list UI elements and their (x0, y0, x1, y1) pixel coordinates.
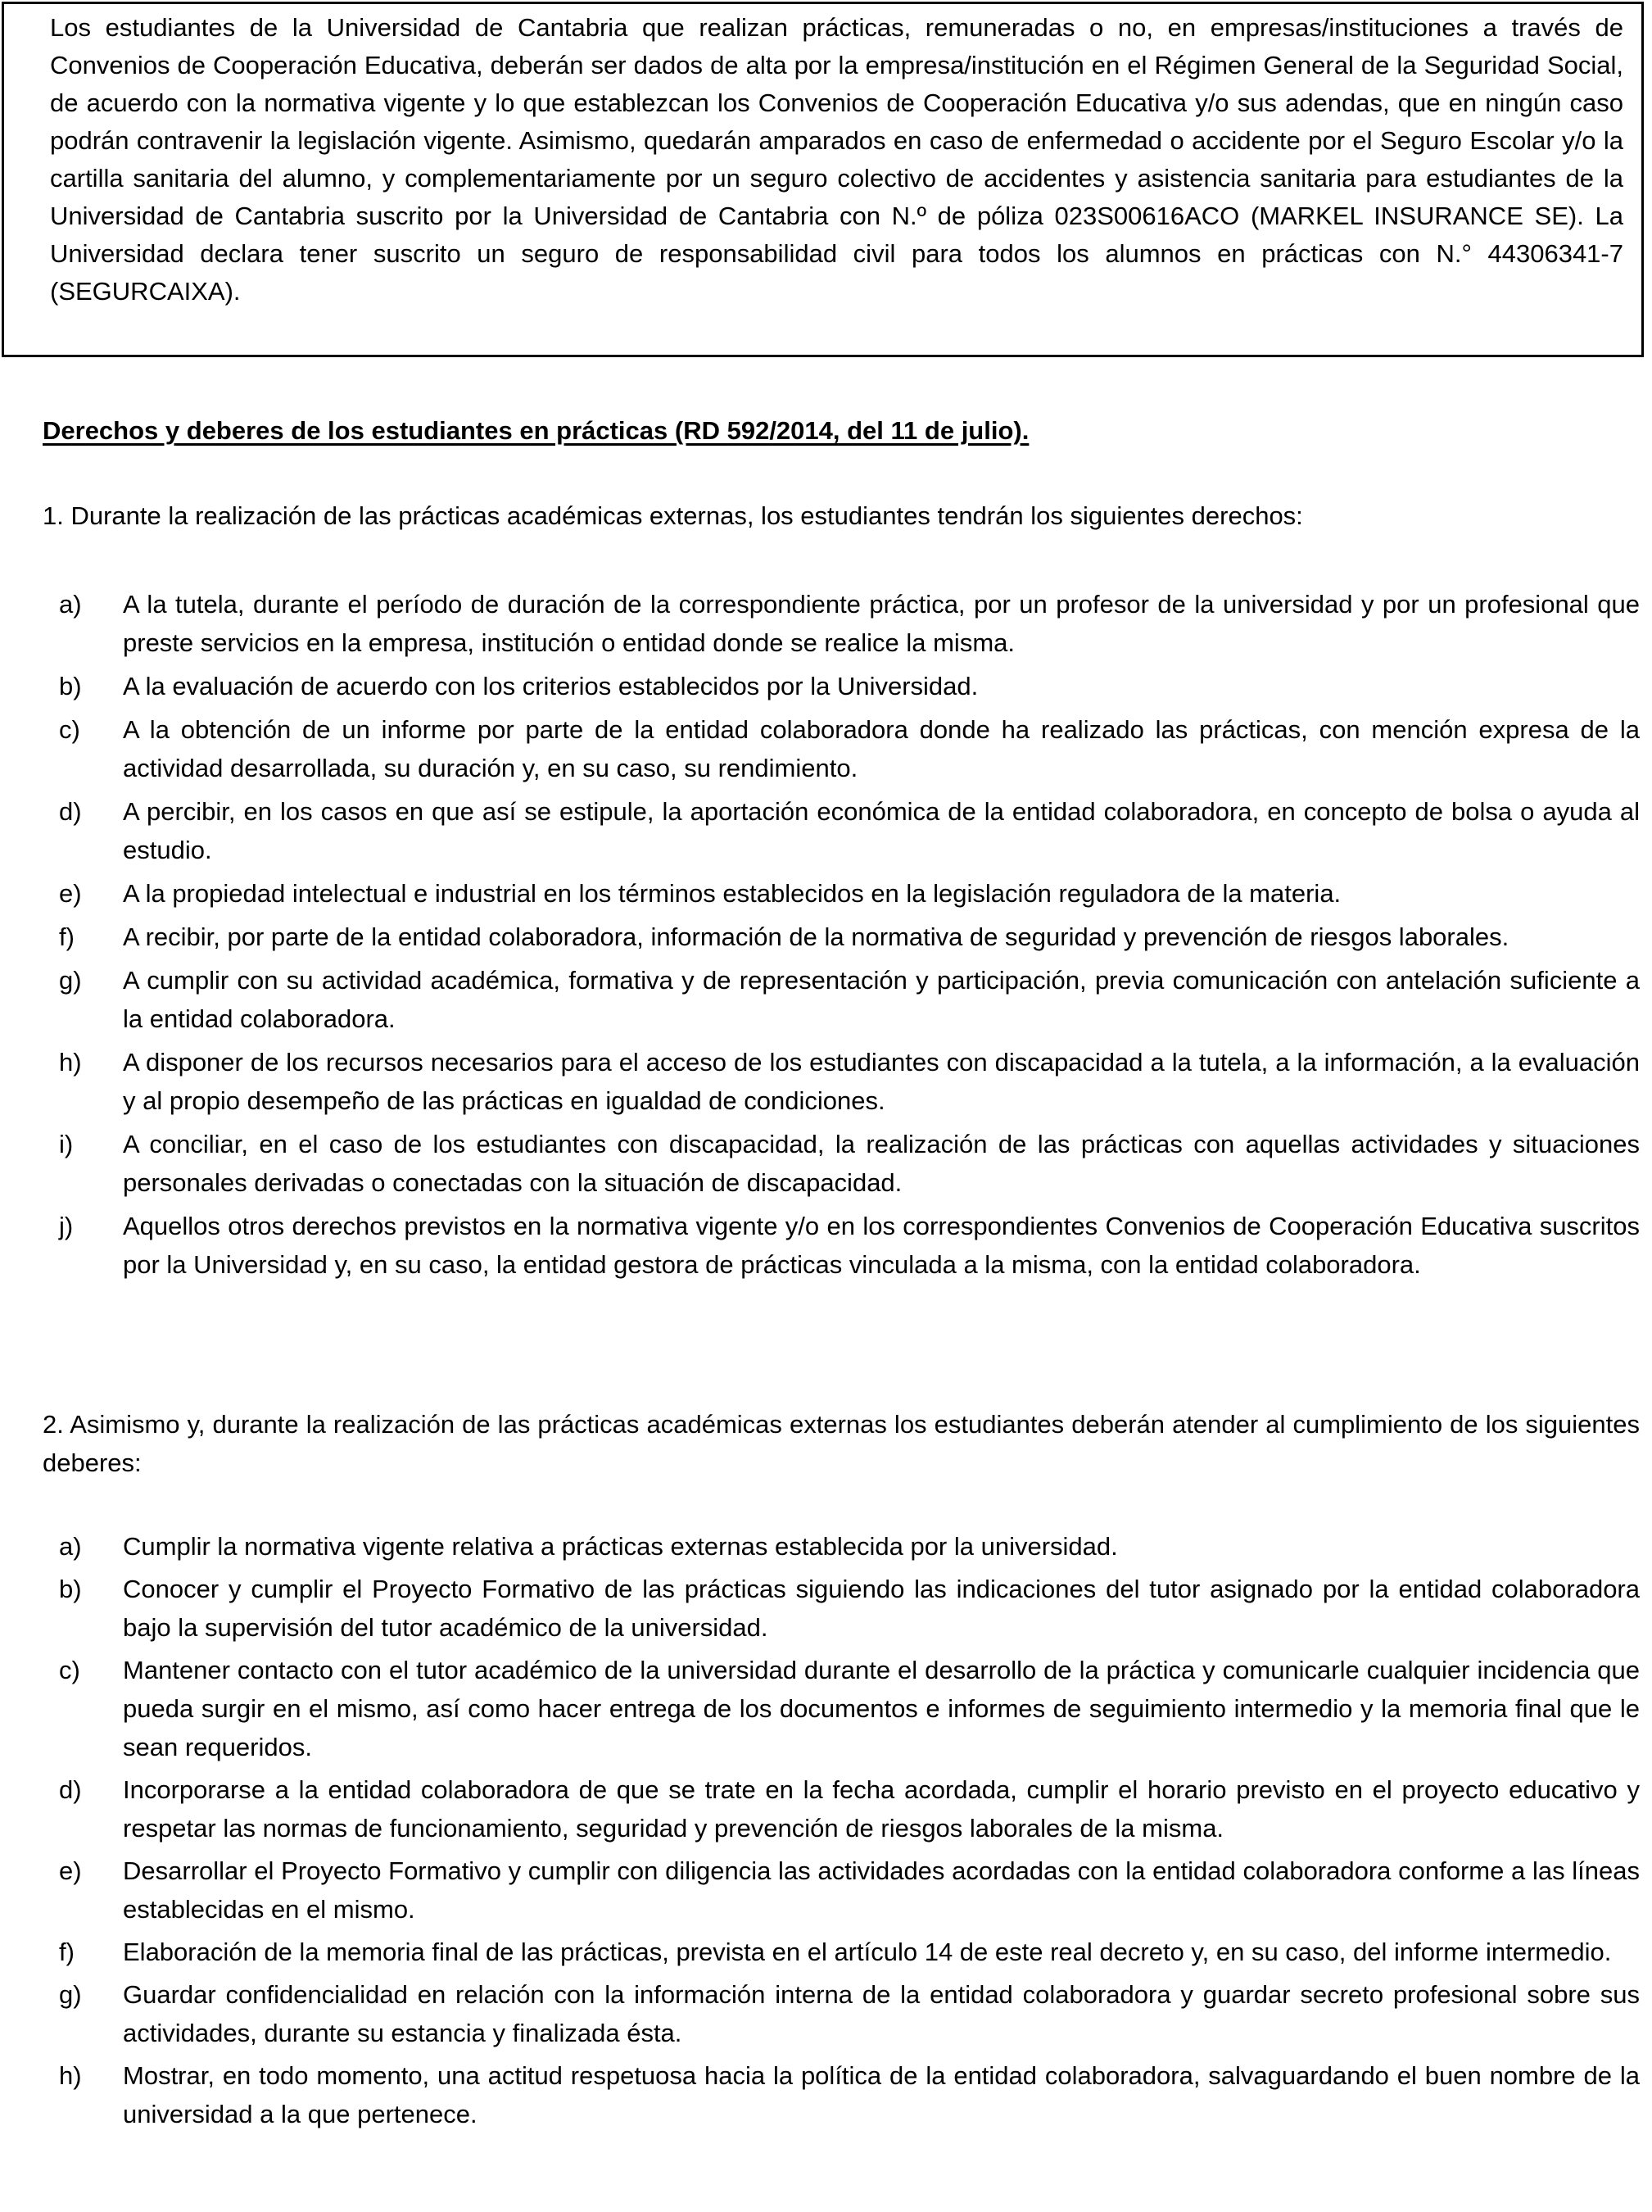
rights-item-j (43, 1207, 1640, 1284)
list-marker: d) (59, 797, 82, 826)
list-item-text: A conciliar, en el caso de los estudiantes con discapacidad, la realización de las prácticas con aquellas actividades y situaciones personales derivadas o conectadas con la situación de discapacidad. (123, 1130, 1640, 1197)
duties-item-h (43, 2056, 1640, 2133)
list-item-text: A percibir, en los casos en que así se estipule, la aportación económica de la entidad colaboradora, en concepto de bolsa o ayuda al estudio. (123, 797, 1640, 864)
list-item-text: A cumplir con su actividad académica, formativa y de representación y participación, previa comunicación con antelación suficiente a la entidad colaboradora. (123, 966, 1640, 1033)
list-item-text: A disponer de los recursos necesarios para el acceso de los estudiantes con discapacidad a la tutela, a la información, a la evaluación y al propio desempeño de las prácticas en igualdad de condiciones. (123, 1048, 1640, 1115)
list-marker: a) (59, 590, 82, 619)
list-marker: i) (59, 1130, 74, 1158)
list-marker: d) (59, 1775, 82, 1804)
list-item-text: Mantener contacto con el tutor académico de la universidad durante el desarrollo de la práctica y comunicarle cualquier incidencia que pueda surgir en el mismo, así como hacer entrega de los documentos e informes de seguimiento intermedio y la memoria final que le sean requeridos. (123, 1656, 1640, 1761)
duties-item-f (43, 1933, 1640, 1971)
rights-item-a (43, 585, 1640, 662)
insurance-notice-text: Los estudiantes de la Universidad de Cantabria que realizan prácticas, remuneradas o no, en empresas/instituciones a través de Convenios de Cooperación Educativa, deberán ser dados de alta por la empresa/institución en el Régimen General de la Seguridad Social, de acuerdo con la normativa vigente y lo que establezcan los Convenios de Cooperación Educativa y/o sus adendas, que en ningún caso podrán contravenir la legislación vigente. Asimismo, quedarán amparados en caso de enfermedad o accidente por el Seguro Escolar y/o la cartilla sanitaria del alumno, y complementariamente por un seguro colectivo de accidentes y asistencia sanitaria para estudiantes de la Universidad de Cantabria suscrito por la Universidad de Cantabria con N.º de póliza 023S00616ACO (MARKEL INSURANCE SE). La Universidad declara tener suscrito un seguro de responsabilidad civil para todos los alumnos en prácticas con N.° 44306341-7 (SEGURCAIXA). (50, 13, 1623, 306)
list-marker: a) (59, 1532, 82, 1561)
list-item-text: Conocer y cumplir el Proyecto Formativo de las prácticas siguiendo las indicaciones del tutor asignado por la entidad colaboradora bajo la supervisión del tutor académico de la universidad. (123, 1575, 1640, 1642)
list-marker: e) (59, 879, 82, 908)
list-marker: h) (59, 1048, 82, 1077)
list-item-text: Cumplir la normativa vigente relativa a prácticas externas establecida por la universidad. (123, 1532, 1118, 1561)
list-item-text: A la obtención de un informe por parte de la entidad colaboradora donde ha realizado las prácticas, con mención expresa de la actividad desarrollada, su duración y, en su caso, su rendimiento. (123, 715, 1640, 782)
list-item-text: A recibir, por parte de la entidad colaboradora, información de la normativa de seguridad y prevención de riesgos laborales. (123, 922, 1509, 951)
list-item-text: Guardar confidencialidad en relación con la información interna de la entidad colaboradora y guardar secreto profesional sobre sus actividades, durante su estancia y finalizada ésta. (123, 1980, 1640, 2047)
rights-item-b (43, 667, 1640, 705)
duties-item-d (43, 1770, 1640, 1847)
rights-item-i (43, 1125, 1640, 1202)
list-item-text: A la tutela, durante el período de duración de la correspondiente práctica, por un profesor de la universidad y por un profesional que preste servicios en la empresa, institución o entidad donde se realice la misma. (123, 590, 1640, 657)
duties-item-g (43, 1975, 1640, 2052)
list-item-text: A la propiedad intelectual e industrial en los términos establecidos en la legislación reguladora de la materia. (123, 879, 1342, 908)
list-marker: c) (59, 715, 80, 744)
rights-item-f (43, 918, 1640, 956)
list-marker: b) (59, 1575, 82, 1603)
list-marker: j) (59, 1212, 74, 1240)
section-heading: Derechos y deberes de los estudiantes en prácticas (RD 592/2014, del 11 de julio). (43, 416, 1030, 445)
list-item-text: A la evaluación de acuerdo con los criterios establecidos por la Universidad. (123, 672, 979, 700)
duties-item-c (43, 1651, 1640, 1766)
list-item-text: Mostrar, en todo momento, una actitud respetuosa hacia la política de la entidad colaboradora, salvaguardando el buen nombre de la universidad a la que pertenece. (123, 2061, 1640, 2128)
list-marker: g) (59, 966, 82, 995)
rights-item-c (43, 710, 1640, 787)
rights-intro: 1. Durante la realización de las prácticas académicas externas, los estudiantes tendrán los siguientes derechos: (43, 501, 1303, 530)
duties-item-e (43, 1852, 1640, 1929)
list-item-text: Incorporarse a la entidad colaboradora de que se trate en la fecha acordada, cumplir el horario previsto en el proyecto educativo y respetar las normas de funcionamiento, seguridad y prevención de riesgos laborales de la misma. (123, 1775, 1640, 1843)
duties-item-a (43, 1527, 1640, 1566)
list-marker: e) (59, 1856, 82, 1885)
duties-list (43, 1527, 1640, 2137)
rights-item-g (43, 961, 1640, 1038)
list-item-text: Desarrollar el Proyecto Formativo y cumplir con diligencia las actividades acordadas con la entidad colaboradora conforme a las líneas establecidas en el mismo. (123, 1856, 1640, 1924)
rights-item-h (43, 1043, 1640, 1120)
list-marker: g) (59, 1980, 82, 2009)
list-item-text: Elaboración de la memoria final de las prácticas, prevista en el artículo 14 de este real decreto y, en su caso, del informe intermedio. (123, 1938, 1612, 1966)
rights-item-e (43, 874, 1640, 913)
list-item-text: Aquellos otros derechos previstos en la normativa vigente y/o en los correspondientes Convenios de Cooperación Educativa suscritos por la Universidad y, en su caso, la entidad gestora de prácticas vinculada a la misma, con la entidad colaboradora. (123, 1212, 1640, 1279)
list-marker: b) (59, 672, 82, 700)
list-marker: f) (59, 1938, 75, 1966)
rights-list (43, 585, 1640, 1289)
list-marker: h) (59, 2061, 82, 2090)
rights-item-d (43, 792, 1640, 869)
insurance-notice-box (2, 2, 1644, 357)
list-marker: c) (59, 1656, 80, 1684)
duties-intro: 2. Asimismo y, durante la realización de las prácticas académicas externas los estudiantes deberán atender al cumplimiento de los siguientes deberes: (43, 1410, 1640, 1477)
duties-item-b (43, 1570, 1640, 1647)
list-marker: f) (59, 922, 75, 951)
